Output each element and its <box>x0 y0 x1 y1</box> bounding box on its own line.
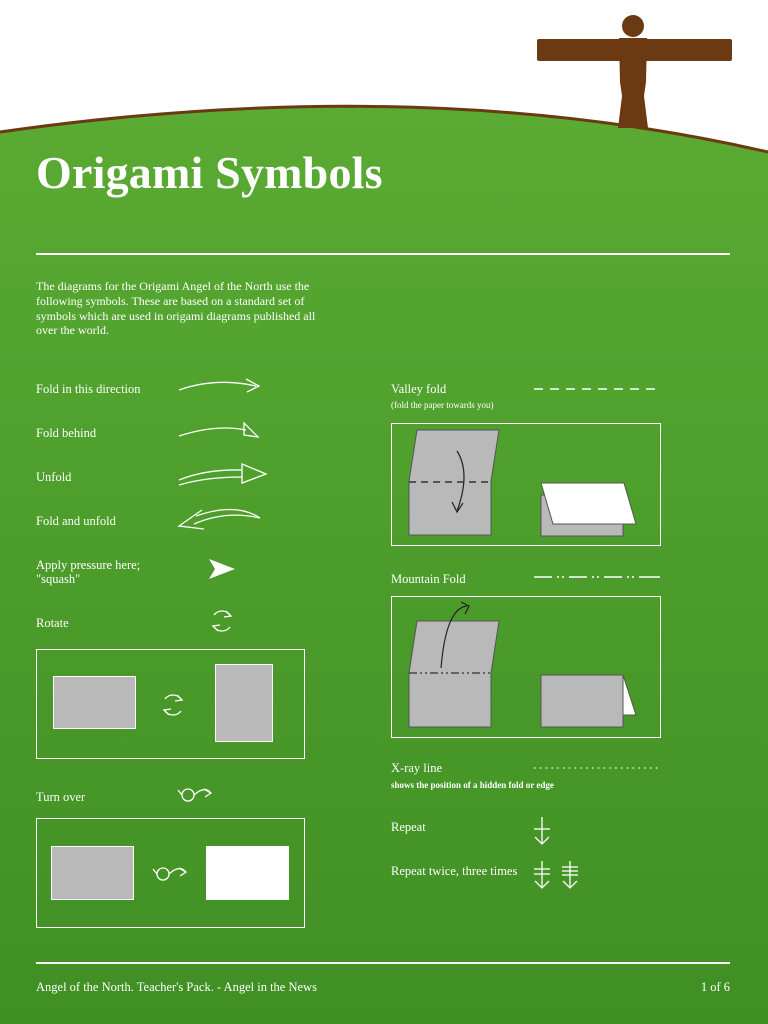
label-mountain-fold: Mountain Fold <box>391 572 466 586</box>
repeat-three-times-arrow-icon <box>559 859 583 891</box>
page-number: 1 of 6 <box>700 980 730 994</box>
mountain-fold-example-diagram <box>391 596 661 738</box>
rotate-icon <box>208 607 236 635</box>
valley-fold-note: (fold the paper towards you) <box>391 400 494 410</box>
valley-fold-line-icon <box>532 386 662 392</box>
label-fold-behind: Fold behind <box>36 426 97 440</box>
page-title: Origami Symbols <box>36 147 383 198</box>
title-divider <box>36 253 730 255</box>
fold-direction-arrow-icon <box>176 376 266 400</box>
turn-over-example-paper-front <box>51 846 134 900</box>
label-repeat-multiple: Repeat twice, three times <box>391 864 518 878</box>
fold-unfold-arrow-icon <box>176 504 271 534</box>
repeat-twice-arrow-icon <box>531 859 555 891</box>
label-valley-fold: Valley fold <box>391 382 447 396</box>
mountain-fold-line-icon <box>532 574 662 580</box>
xray-line-note: shows the position of a hidden fold or edge <box>391 780 554 790</box>
label-unfold: Unfold <box>36 470 72 484</box>
label-repeat: Repeat <box>391 820 426 834</box>
rotate-example-icon <box>159 691 187 719</box>
valley-fold-example-diagram <box>391 423 661 546</box>
turn-over-icon <box>178 784 218 806</box>
rotate-example-paper-portrait <box>215 664 273 742</box>
label-turn-over: Turn over <box>36 790 86 804</box>
fold-behind-arrow-icon <box>176 420 266 444</box>
label-squash-line1: Apply pressure here; <box>36 558 141 572</box>
rotate-example-paper-landscape <box>53 676 136 729</box>
angel-of-the-north-icon <box>536 12 736 132</box>
intro-paragraph: The diagrams for the Origami Angel of the North use the following symbols. These are based on a standard set of symbols which are used in origami diagrams published all over the world. <box>36 279 316 338</box>
xray-line-icon <box>532 765 662 771</box>
label-fold-direction: Fold in this direction <box>36 382 141 396</box>
footer-title: Angel of the North. Teacher's Pack. - Angel in the News <box>36 980 317 994</box>
label-xray-line: X-ray line <box>391 761 443 775</box>
unfold-arrow-icon <box>176 460 271 490</box>
label-rotate: Rotate <box>36 616 69 630</box>
label-squash-line2: "squash" <box>36 572 81 586</box>
turn-over-example-icon <box>153 863 193 885</box>
label-fold-unfold: Fold and unfold <box>36 514 116 528</box>
turn-over-example-paper-back <box>206 846 289 900</box>
footer-divider <box>36 962 730 964</box>
repeat-arrow-icon <box>531 815 555 847</box>
squash-arrowhead-icon <box>207 557 237 581</box>
